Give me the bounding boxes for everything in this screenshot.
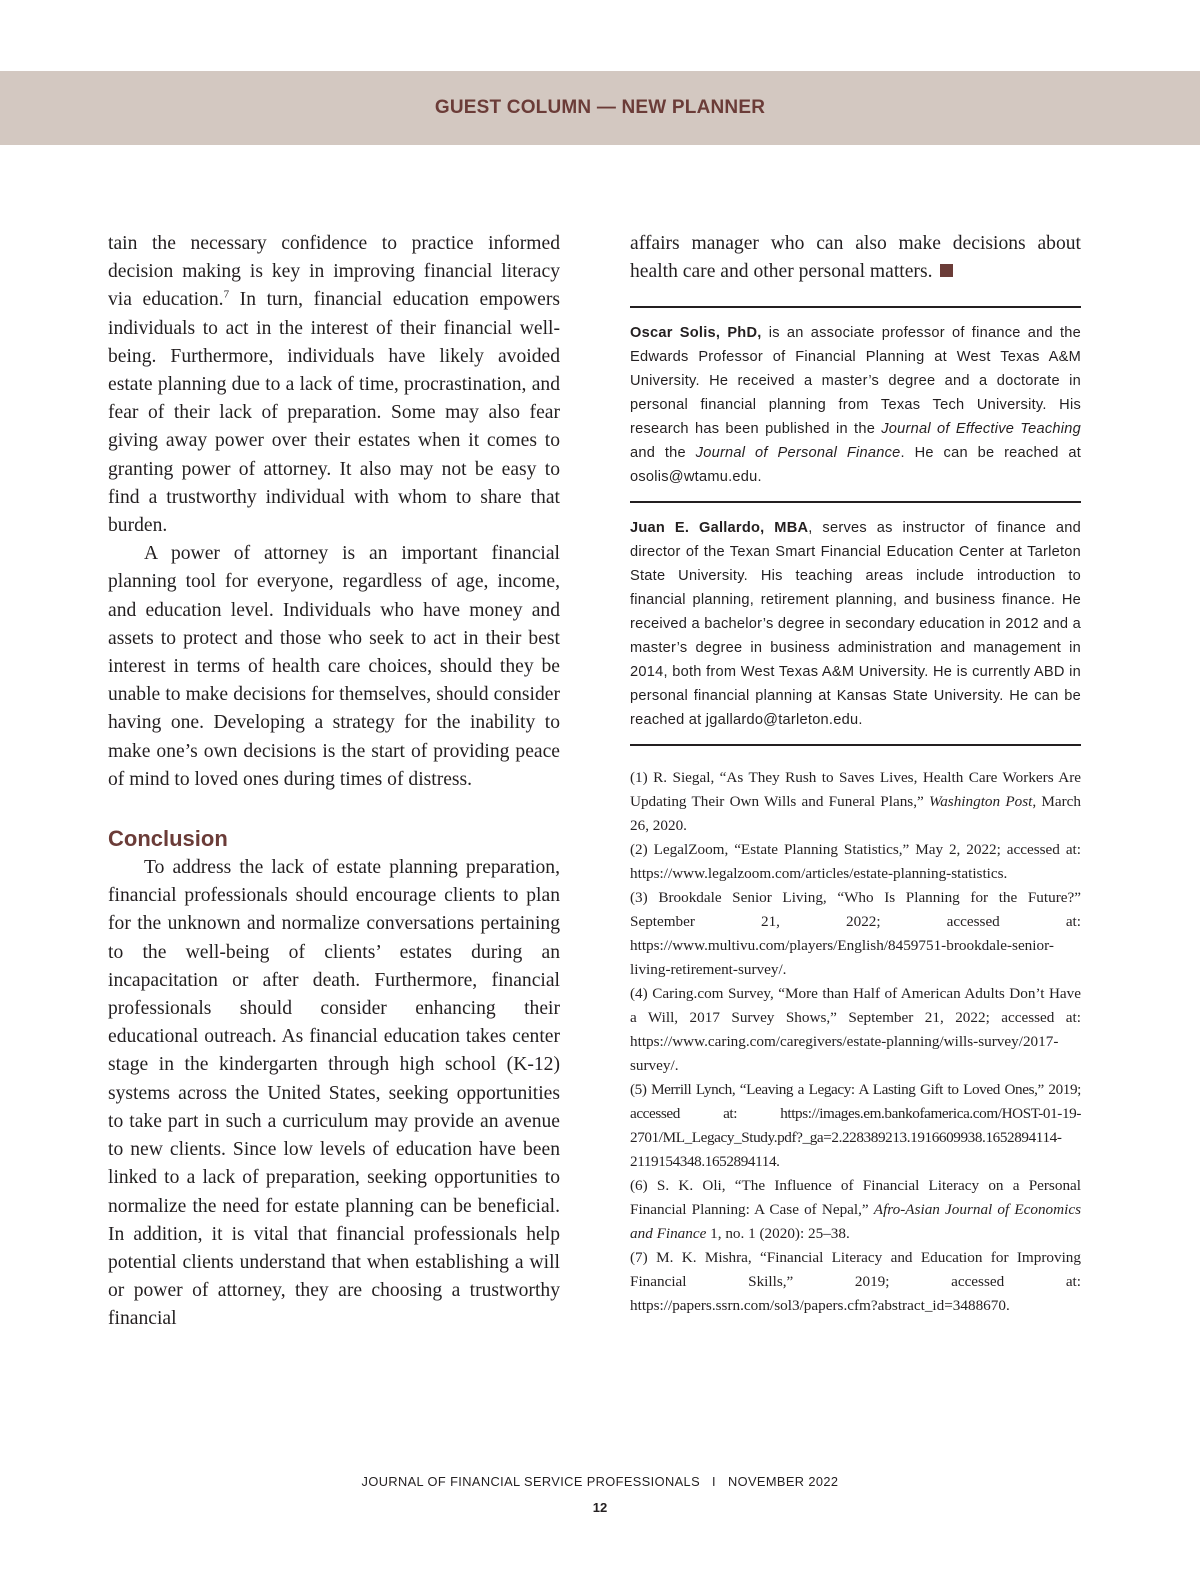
divider xyxy=(630,501,1081,503)
section-header-band xyxy=(0,71,1200,145)
section-title: GUEST COLUMN — NEW PLANNER xyxy=(434,97,766,118)
end-of-article-mark xyxy=(940,264,953,277)
endnote: (3) Brookdale Senior Living, “Who Is Planning for the Future?” September 21, 2022; accessed at: https://www.multivu.com/players/English/8459751-brookdale-senior-living-retirement-survey/. xyxy=(630,889,1081,979)
body-paragraph: To address the lack of estate planning preparation, financial professionals should encourage clients to plan for the unknown and normalize conversations pertaining to the well-being of clients’ estates during an incapacitation or after death. Furthermore, financial professionals should consider enhancing their educational outreach. As financial education takes center stage in the kindergarten through high school (K-12) systems across the United States, seeking opportunities to take part in such a curriculum may provide an avenue to new clients. Since low levels of education have been linked to a lack of preparation, seeking opportunities to normalize the need for estate planning can be beneficial. In addition, it is vital that financial professionals help potential clients understand that when establishing a will or power of attorney, they are choosing a trustworthy financial xyxy=(108,857,560,1330)
endnote: (7) M. K. Mishra, “Financial Literacy and Education for Improving Financial Skills,” 2019; accessed at: https://papers.ssrn.com/sol3/papers.cfm?abstract_id=3488670. xyxy=(630,1249,1081,1315)
endnotes xyxy=(630,766,1081,1318)
author-bio-gallardo: Juan E. Gallardo, MBA, serves as instructor of finance and director of the Texan Smart Financial Education Center at Tarleton State University. His teaching areas include introduction to financial planning, retirement planning, and business finance. He received a bachelor’s degree in secondary education in 2012 and a master’s degree in business administration and management in 2014, both from West Texas A&M University. He is currently ABD in personal financial planning at Kansas State University. He can be reached at jgallardo@tarleton.edu. xyxy=(630,520,1081,729)
endnote: (5) Merrill Lynch, “Leaving a Legacy: A Lasting Gift to Loved Ones,” 2019; accessed at: https://images.em.bankofamerica.com/HOST-01-19-2701/ML_Legacy_Study.pdf?_ga=2.228389213.1916609938.1652894114-2119154348.1652894114. xyxy=(630,1081,1081,1171)
divider xyxy=(630,306,1081,308)
left-column xyxy=(108,230,560,1334)
divider xyxy=(630,744,1081,746)
closing-paragraph: affairs manager who can also make decisions about health care and other personal matters. xyxy=(630,233,1081,283)
endnote: (1) R. Siegal, “As They Rush to Saves Lives, Health Care Workers Are Updating Their Own Wills and Funeral Plans,” Washington Post, March 26, 2020. xyxy=(630,769,1081,835)
body-paragraph: tain the necessary confidence to practice informed decision making is key in improving financial literacy via education.$^7$ In turn, financial education empowers individuals to act in the interest of their financial well-being. Furthermore, individuals have likely avoided estate planning due to a lack of time, procrastination, and fear of their lack of preparation. Some may also fear giving away power over their estates when it comes to granting power of attorney. It also may not be easy to find a trustworthy individual with whom to share that burden. xyxy=(108,233,560,537)
footer-separator: I xyxy=(712,1474,716,1489)
author-bio-solis: Oscar Solis, PhD, is an associate professor of finance and the Edwards Professor of Financial Planning at West Texas A&M University. He received a master’s degree and a doctorate in personal financial planning from Texas Tech University. His research has been published in the Journal of Effective Teaching and the Journal of Personal Finance. He can be reached at osolis@wtamu.edu. xyxy=(630,325,1082,486)
journal-name: JOURNAL OF FINANCIAL SERVICE PROFESSIONALS xyxy=(361,1474,700,1489)
section-heading-conclusion: Conclusion xyxy=(108,826,228,852)
endnote: (6) S. K. Oli, “The Influence of Financial Literacy on a Personal Financial Planning: A Case of Nepal,” Afro-Asian Journal of Economics and Finance 1, no. 1 (2020): 25–38. xyxy=(630,1177,1081,1243)
endnote: (4) Caring.com Survey, “More than Half of American Adults Don’t Have a Will, 2017 Survey Shows,” September 21, 2022; accessed at: https://www.caring.com/caregivers/estate-planning/wills-survey/2017-survey/. xyxy=(630,985,1081,1075)
footnote-ref: 7 xyxy=(223,288,230,301)
page-number: 12 xyxy=(592,1500,608,1515)
page-footer xyxy=(0,1474,1200,1489)
right-column xyxy=(630,230,1081,1318)
endnote: (2) LegalZoom, “Estate Planning Statistics,” May 2, 2022; accessed at: https://www.legalzoom.com/articles/estate-planning-statistics. xyxy=(630,841,1081,883)
issue-date: NOVEMBER 2022 xyxy=(727,1474,839,1489)
body-paragraph: A power of attorney is an important financial planning tool for everyone, regardless of age, income, and education level. Individuals who have money and assets to protect and those who seek to act in their best interest in terms of health care choices, should they be unable to make decisions for themselves, should consider having one. Developing a strategy for the inability to make one’s own decisions is the start of providing peace of mind to loved ones during times of distress. xyxy=(108,543,560,790)
